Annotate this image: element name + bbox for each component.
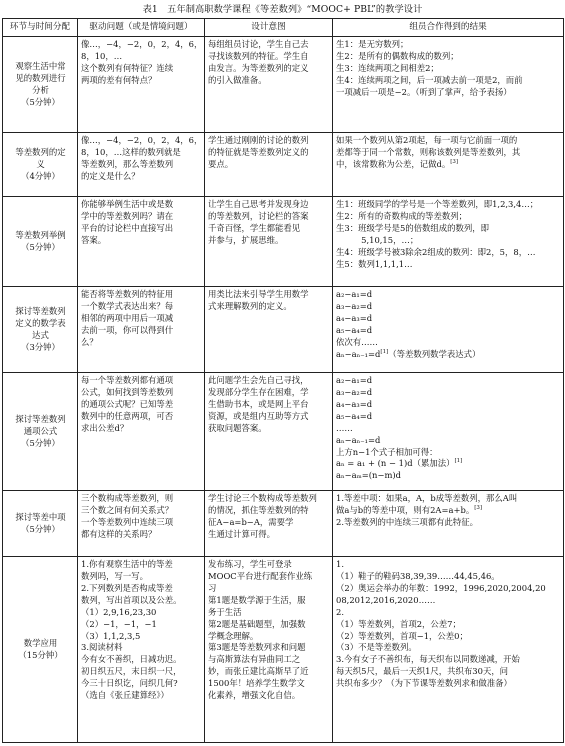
result-line: 中，该常数称为公差，记做d。[3] bbox=[336, 158, 459, 169]
citation-mark: [1] bbox=[380, 348, 389, 355]
result-line: 共织布多少？（为下节课等差数列求和做准备） bbox=[336, 678, 512, 689]
question-cell bbox=[78, 373, 205, 491]
result-cell bbox=[333, 133, 564, 197]
table-row bbox=[3, 37, 564, 133]
intent-line: 化素养，增强文化自信。 bbox=[208, 690, 301, 701]
stage-line: （5分钟） bbox=[21, 524, 60, 534]
result-line: 生5：数列1,1,1,1… bbox=[336, 258, 413, 269]
stage-line: 探讨等差数列 bbox=[15, 306, 66, 317]
intent-cell bbox=[205, 287, 333, 373]
question-line: 么？ bbox=[81, 336, 98, 347]
result-line: a₅−a₄=d bbox=[336, 324, 373, 335]
intent-line: 的引入做准备。 bbox=[208, 74, 267, 85]
intent-line: MOOC平台进行配套作业练 bbox=[208, 570, 313, 581]
stage-line: （3分钟） bbox=[21, 341, 60, 352]
question-line: 去前一项，你可以得到什 bbox=[81, 324, 174, 335]
stage-line: 见的数列进行 bbox=[15, 73, 66, 84]
intent-cell bbox=[205, 491, 333, 557]
question-line: 相邻的两项中用后一项减 bbox=[81, 312, 174, 323]
result-line: a₄−a₃=d bbox=[336, 312, 373, 323]
intent-line: 发布练习，学生可登录 bbox=[208, 559, 292, 569]
result-line: （2）奥运会举办的年数：1992，1996,2020,2004,20 bbox=[336, 582, 546, 593]
table-row bbox=[3, 197, 564, 287]
result-line: 差都等于同一个常数，则称该数列是等差数列，其 bbox=[336, 146, 521, 157]
stage-cell bbox=[3, 197, 78, 287]
stage-cell bbox=[3, 287, 78, 373]
stage-line: （5分钟） bbox=[21, 437, 60, 448]
table-body bbox=[3, 37, 564, 743]
intent-line: 征A−a=b−A，需要学 bbox=[208, 516, 294, 527]
intent-line: 千奇百怪，学生都能看见 bbox=[208, 222, 301, 233]
result-line: a₂−a₁=d bbox=[336, 375, 373, 385]
question-line: 这个数列有何特征？连续 bbox=[81, 62, 174, 73]
intent-line: 习 bbox=[208, 582, 217, 593]
intent-cell bbox=[205, 373, 333, 491]
stage-line: （5分钟） bbox=[21, 242, 60, 252]
question-line: 今三十日织讫，问织几何? bbox=[81, 678, 178, 689]
result-line: 1.等差中项：如果a，A，b成等差数列，那么A叫 bbox=[336, 493, 518, 503]
question-line: （1）2,9,16,23,30 bbox=[81, 606, 157, 617]
intent-line: 让学生自己思考并发现身边 bbox=[208, 199, 309, 209]
intent-line: 此问题学生会先自己寻找， bbox=[208, 375, 309, 385]
intent-line: 寻找该数列的特征。学生自 bbox=[208, 50, 309, 61]
question-cell bbox=[78, 491, 205, 557]
stage-line: 等差数列的定 bbox=[15, 147, 66, 158]
intent-line: 由发言。为等差数列的定义 bbox=[208, 62, 309, 73]
question-line: 学中的等差数列吗？请在 bbox=[81, 210, 174, 221]
intent-line: 第1题是数学源于生活，服 bbox=[208, 594, 306, 605]
table-row bbox=[3, 491, 564, 557]
question-line: 数列吗，写一写。 bbox=[81, 570, 148, 581]
result-line: aₙ−aₘ=(n−m)d bbox=[336, 470, 402, 481]
citation-mark: [3] bbox=[450, 159, 459, 166]
header-result: 组员合作得到的结果 bbox=[333, 19, 564, 37]
result-line: 上方n−1个式子相加可得： bbox=[336, 446, 438, 457]
result-line: 如果一个数列从第2项起，每一项与它前面一项的 bbox=[336, 135, 518, 145]
result-line: 5,10,15，…； bbox=[336, 234, 419, 245]
question-line: 8，10，… bbox=[81, 50, 123, 61]
intent-cell bbox=[205, 557, 333, 743]
stage-cell bbox=[3, 557, 78, 743]
table-row bbox=[3, 557, 564, 743]
result-line: 生4：连续两项之间，后一项减去前一项是2，而前 bbox=[336, 74, 523, 85]
result-line: 生2：是所有的偶数构成的数列； bbox=[336, 50, 459, 61]
table-row bbox=[3, 373, 564, 491]
intent-line: 式来理解数列的定义。 bbox=[208, 300, 292, 311]
intent-line: 学概念理解。 bbox=[208, 630, 259, 641]
question-line: 都有这样的关系吗？ bbox=[81, 528, 157, 539]
question-cell bbox=[78, 133, 205, 197]
result-line: 一项减后一项是−2。（听到了掌声，给予表扬） bbox=[336, 86, 512, 97]
result-line: a₃−a₂=d bbox=[336, 386, 373, 397]
result-line: 生1：是无穷数列； bbox=[336, 39, 409, 49]
stage-line: 达式 bbox=[32, 330, 49, 340]
question-line: 2.下列数列是否构成等差 bbox=[81, 582, 173, 593]
result-cell bbox=[333, 373, 564, 491]
intent-line: 资源，或是组内互助等方式 bbox=[208, 410, 309, 421]
question-line: 8，10，…这样的数列就是 bbox=[81, 146, 181, 157]
citation-mark: [1] bbox=[454, 458, 463, 465]
question-line: 一个等差数列中连续三项 bbox=[81, 516, 174, 527]
intent-line: 第2题是基础题型，加强数 bbox=[208, 618, 306, 629]
result-cell bbox=[333, 557, 564, 743]
question-line: 像…，−4，−2，0，2，4，6， bbox=[81, 135, 202, 145]
table-title: 表1 五年制高职数学课程《等差数列》“MOOC+ PBL”的教学设计 bbox=[142, 4, 423, 15]
table-row bbox=[3, 133, 564, 197]
stage-line: 数学应用 bbox=[23, 638, 58, 649]
question-line: （选自《张丘建算经》） bbox=[81, 690, 169, 701]
result-line: 3.今有女子不善织布，每天织布以同数递减，开始 bbox=[336, 654, 520, 665]
question-cell bbox=[78, 197, 205, 287]
question-line: 3.阅读材料 bbox=[81, 642, 123, 653]
table-header-row bbox=[3, 19, 564, 37]
intent-line: 学生讨论三个数构成等差数列 bbox=[208, 493, 317, 503]
stage-cell bbox=[3, 491, 78, 557]
intent-line: 的情况，抓住等差数列的特 bbox=[208, 504, 309, 515]
result-line: aₙ = a₁ + (n − 1)d（累加法）[1] bbox=[336, 458, 463, 469]
result-line: （3）不是等差数列。 bbox=[336, 642, 417, 653]
question-line: 公式，如何找到等差数列 bbox=[81, 386, 174, 397]
result-line: 08,2012,2016,2020…… bbox=[336, 594, 436, 605]
intent-line: 生借助书本，或是网上平台 bbox=[208, 398, 309, 409]
lesson-design-table bbox=[2, 18, 564, 743]
question-line: 你能够举例生活中或是数 bbox=[81, 199, 174, 209]
question-line: 今有女不善织，日减功迟。 bbox=[81, 654, 182, 665]
result-line: 生3：班级学号是5的倍数组成的数列，即 bbox=[336, 222, 490, 233]
table-row bbox=[3, 287, 564, 373]
stage-line: （15分钟） bbox=[18, 650, 63, 660]
question-cell bbox=[78, 287, 205, 373]
result-line: 2.等差数列的中连续三项都有此特征。 bbox=[336, 516, 478, 527]
stage-line: 通项公式 bbox=[23, 426, 58, 437]
result-line: 2. bbox=[336, 606, 344, 617]
stage-cell bbox=[3, 373, 78, 491]
stage-line: （5分钟） bbox=[21, 96, 60, 107]
result-line: 每天织5尺，最后一天织1尺，共织布30天，问 bbox=[336, 666, 509, 677]
result-line: …… bbox=[336, 422, 353, 433]
intent-cell bbox=[205, 133, 333, 197]
stage-line: 定义的数学表 bbox=[15, 318, 66, 329]
question-line: 数列中的任意两项，可否 bbox=[81, 410, 174, 421]
result-line: （1）鞋子的鞋码38,39,39……44,45,46。 bbox=[336, 570, 500, 581]
result-cell bbox=[333, 491, 564, 557]
result-line: aₙ−aₙ₋₁=d[1]（等差数列数学表达式） bbox=[336, 348, 481, 359]
citation-mark: [3] bbox=[474, 505, 483, 512]
question-line: （3）1,1,2,3,5 bbox=[81, 630, 141, 641]
intent-line: 生通过计算可得。 bbox=[208, 528, 275, 539]
header-stage: 环节与时间分配 bbox=[3, 19, 78, 37]
stage-line: 探讨等差中项 bbox=[15, 512, 66, 523]
question-line: 能否将等差数列的特征用 bbox=[81, 289, 174, 299]
intent-line: 与高斯算法有异曲同工之 bbox=[208, 654, 301, 665]
intent-cell bbox=[205, 37, 333, 133]
question-line: 初日织五尺，末日织一尺， bbox=[81, 666, 182, 677]
question-cell bbox=[78, 557, 205, 743]
intent-line: 学生通过刚刚的讨论的数列 bbox=[208, 135, 309, 145]
question-line: 等差数列，那么等差数列 bbox=[81, 158, 174, 169]
result-line: 生3：连续两项之间相差2； bbox=[336, 62, 439, 73]
intent-line: 第3题是等差数列求和问题 bbox=[208, 642, 306, 653]
question-cell bbox=[78, 37, 205, 133]
stage-line: 探讨等差数列 bbox=[15, 414, 66, 425]
result-line: （1）等差数列，首项2，公差7； bbox=[336, 618, 461, 629]
question-line: 数列，写出首项以及公差。 bbox=[81, 594, 182, 605]
intent-line: 每组组员讨论，学生自己去 bbox=[208, 39, 309, 49]
result-line: 依次有…… bbox=[336, 336, 378, 347]
question-line: （2）−1，−1，−1 bbox=[81, 618, 157, 629]
intent-line: 获取问题答案。 bbox=[208, 422, 267, 433]
question-line: 两项的差有何特点？ bbox=[81, 74, 157, 85]
intent-line: 并参与，扩展思维。 bbox=[208, 234, 284, 245]
intent-line: 1500年！培养学生数学文 bbox=[208, 678, 305, 689]
stage-line: 观察生活中常 bbox=[15, 61, 66, 72]
result-line: 生4：班级学号被3除余2组成的数列：即2，5，8，… bbox=[336, 246, 536, 257]
intent-line: 务于生活 bbox=[208, 606, 242, 617]
result-line: （2）等差数列，首项−1，公差0； bbox=[336, 630, 468, 641]
result-line: a₂−a₁=d bbox=[336, 289, 373, 299]
question-line: 三个数之间有何关系式？ bbox=[81, 504, 174, 515]
result-cell bbox=[333, 287, 564, 373]
question-line: 像…，−4，−2，0，2，4，6， bbox=[81, 39, 202, 49]
result-line: 生1：班级同学的学号是一个等差数列，即1,2,3,4…； bbox=[336, 199, 539, 209]
question-line: 三个数构成等差数列，则 bbox=[81, 493, 174, 503]
result-line: 1. bbox=[336, 559, 344, 569]
result-cell bbox=[333, 197, 564, 287]
stage-line: 义 bbox=[36, 159, 45, 170]
intent-line: 发现部分学生存在困难，学 bbox=[208, 386, 309, 397]
stage-cell bbox=[3, 37, 78, 133]
intent-cell bbox=[205, 197, 333, 287]
header-question: 驱动问题（或是情境问题） bbox=[78, 19, 205, 37]
result-cell bbox=[333, 37, 564, 133]
stage-line: 分析 bbox=[32, 85, 49, 95]
question-line: 的定义是什么？ bbox=[81, 170, 140, 181]
question-line: 一个数学式表达出来？每 bbox=[81, 300, 174, 311]
question-line: 平台的讨论栏中直接写出 bbox=[81, 222, 174, 233]
result-line: 做a与b的等差中项，则有2A=a+b。[3] bbox=[336, 504, 483, 515]
intent-line: 的特征就是等差数列定义的 bbox=[208, 146, 309, 157]
question-line: 求出公差d？ bbox=[81, 422, 129, 433]
question-line: 1.你有观察生活中的等差 bbox=[81, 559, 173, 569]
intent-line: 用类比法来引导学生用数学 bbox=[208, 289, 309, 299]
result-line: 生2：所有的奇数构成的等差数列； bbox=[336, 210, 467, 221]
question-line: 的通项公式呢？已知等差 bbox=[81, 398, 174, 409]
result-line: a₄−a₃=d bbox=[336, 398, 373, 409]
result-line: aₙ−aₙ₋₁=d bbox=[336, 434, 381, 445]
question-line: 答案。 bbox=[81, 234, 107, 245]
stage-line: 等差数列举例 bbox=[15, 230, 66, 241]
intent-line: 要点。 bbox=[208, 158, 234, 169]
intent-line: 妙，而张丘建比高斯早了近 bbox=[208, 666, 309, 677]
stage-line: （4分钟） bbox=[21, 170, 60, 181]
result-line: a₃−a₂=d bbox=[336, 300, 373, 311]
header-intent: 设计意图 bbox=[205, 19, 333, 37]
intent-line: 的等差数列，讨论栏的答案 bbox=[208, 210, 309, 221]
result-line: a₅−a₄=d bbox=[336, 410, 373, 421]
stage-cell bbox=[3, 133, 78, 197]
question-line: 每一个等差数列都有通项 bbox=[81, 375, 174, 385]
